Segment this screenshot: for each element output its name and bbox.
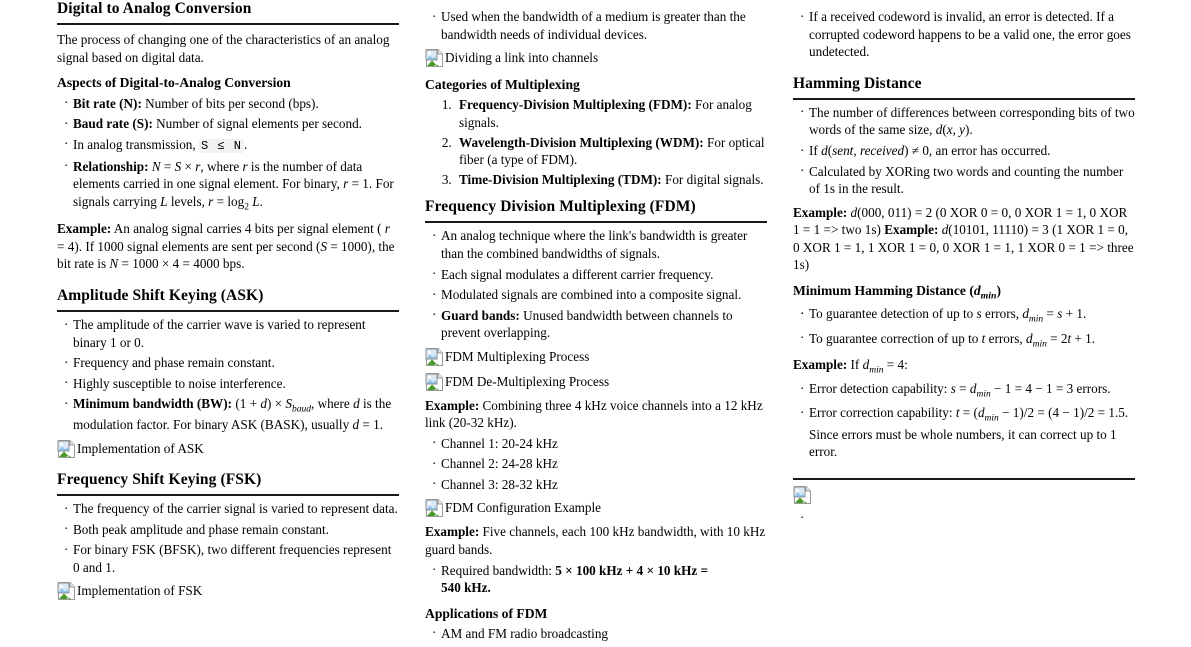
- image-alt-text: FDM Multiplexing Process: [445, 348, 590, 364]
- list-item: · If d(sent, received) ≠ 0, an error has occurred.: [800, 142, 1135, 160]
- section-heading-simple-parity-check: [793, 473, 1135, 480]
- subheading-categories-of-multiplexing: Categories of Multiplexing: [425, 77, 580, 93]
- section-heading-digital-to-analog-conversion: Digital to Analog Conversion: [57, 0, 399, 25]
- subheading-aspects-of-dac: Aspects of Digital-to-Analog Conversion: [57, 75, 291, 91]
- list-item: · Required bandwidth: 5 × 100 kHz + 4 × 10 kHz = 540 kHz.: [432, 562, 767, 597]
- list-item: · The frequency of the carrier signal is varied to represent data.: [64, 500, 399, 518]
- bullet-list-codeword-validity: [793, 8, 1135, 61]
- column-2: [425, 0, 767, 647]
- bullet-list-error-capabilities: [793, 380, 1135, 461]
- subheading-applications-of-fdm: Applications of FDM: [425, 605, 548, 621]
- bullet-list-hamming-distance: [793, 104, 1135, 198]
- list-item: · For binary FSK (BFSK), two different frequencies represent 0 and 1.: [64, 541, 399, 576]
- list-item: [455, 96, 767, 131]
- list-item: · Modulated signals are combined into a composite signal.: [432, 286, 767, 304]
- list-item: · The number of differences between corresponding bits of two words of the same size, d(x, y).: [800, 104, 1135, 139]
- image-alt-text: FDM Configuration Example: [445, 500, 602, 516]
- list-item-rest: For optical fiber (a type of FDM).: [459, 134, 765, 168]
- list-item: · Calculated by XORing two words and counting the number of 1s in the result.: [800, 163, 1135, 198]
- list-item: · Baud rate (S): Number of signal elements per second.: [64, 115, 399, 133]
- list-item: · Relationship: N = S × r, where r is the number of data elements carried in one signal element. For binary, r = 1. For signals carrying L levels, $r = \log_2 L$.: [64, 158, 399, 214]
- list-item: · Highly susceptible to noise interference.: [64, 375, 399, 393]
- list-item-rest: For digital signals.: [661, 171, 764, 187]
- list-item: · Minimum bandwidth (BW): $(1 + d) \times S_{baud}$, where d is the modulation factor. For binary ASK (BASK), usually d = 1.: [64, 395, 399, 434]
- column-3: [793, 0, 1135, 647]
- broken-image-icon: [425, 48, 445, 68]
- bullet-list-multiplexing-intro: [425, 8, 767, 43]
- section-heading-frequency-shift-keying: Frequency Shift Keying (FSK): [57, 471, 399, 496]
- image-placeholder-implementation-of-ask[interactable]: [57, 439, 399, 459]
- bullet-list-fdm: [425, 227, 767, 341]
- example-text: Combining three 4 kHz voice channels into a 12 kHz link (20-32 kHz).: [425, 397, 763, 431]
- list-item-lead: Guard bands:: [441, 307, 520, 323]
- list-item: · Used when the bandwidth of a medium is greater than the bandwidth needs of individual devices.: [432, 8, 767, 43]
- list-item: · Channel 1: 20-24 kHz: [432, 435, 767, 453]
- section-heading-hamming-distance: Hamming Distance: [793, 75, 1135, 100]
- list-item: · If a received codeword is invalid, an error is detected. If a corrupted codeword happens to be a valid one, the error goes undetected.: [800, 8, 1135, 61]
- numbered-list-multiplexing-categories: [425, 96, 767, 188]
- bullet-list-required-bandwidth: [425, 562, 767, 597]
- list-item: · The amplitude of the carrier wave is varied to represent binary 1 or 0.: [64, 316, 399, 351]
- paragraph-example-fdm-voice: [425, 397, 767, 432]
- list-item: · AM and FM radio broadcasting: [432, 625, 767, 643]
- list-item: · To guarantee correction of up to t errors, $d_{min} = 2t + 1$.: [800, 330, 1135, 351]
- image-alt-text: Dividing a link into channels: [445, 50, 599, 66]
- broken-image-icon: [57, 581, 77, 601]
- broken-image-icon: [57, 439, 77, 459]
- list-item: [432, 307, 767, 342]
- list-item: · Channel 3: 28-32 kHz: [432, 476, 767, 494]
- list-item: · Each signal modulates a different carrier frequency.: [432, 266, 767, 284]
- section-heading-amplitude-shift-keying: Amplitude Shift Keying (ASK): [57, 287, 399, 312]
- list-item: · Error correction capability: $t = (d_{min} - 1)/2 = (4 - 1)/2 = 1.5$. Since errors must be whole numbers, it can correct up to 1 error.: [800, 404, 1135, 460]
- image-alt-text: Implementation of FSK: [77, 583, 203, 599]
- list-item-rest: For analog signals.: [459, 97, 752, 130]
- image-alt-text: Implementation of ASK: [77, 441, 204, 457]
- image-placeholder-dividing-a-link-into-channels[interactable]: [425, 48, 767, 68]
- bullet-list-channels: [425, 435, 767, 494]
- image-placeholder-encoder-decoder-parity-check[interactable]: [793, 485, 1135, 505]
- broken-image-icon: [425, 347, 445, 367]
- list-item: · Both peak amplitude and phase remain constant.: [64, 521, 399, 539]
- list-item: · An analog technique where the link's bandwidth is greater than the combined bandwidths of signals.: [432, 227, 767, 262]
- bullet-list-fsk: [57, 500, 399, 576]
- paragraph-example-dac: Example: An analog signal carries 4 bits per signal element ( r = 4). If 1000 signal elements are sent per second (S = 1000), the bit rate is N = 1000 × 4 = 4000 bps.: [57, 221, 395, 272]
- image-alt-text: FDM De-Multiplexing Process: [445, 373, 610, 389]
- column-1: [57, 0, 399, 647]
- bullet-list-minimum-hamming-distance: [793, 305, 1135, 351]
- list-item: [455, 171, 767, 189]
- list-item: [455, 134, 767, 169]
- bullet-list-fdm-applications: [425, 625, 767, 643]
- list-item: · In analog transmission, S ≤ N .: [64, 136, 399, 155]
- list-item-lead: Wavelength-Division Multiplexing (WDM):: [459, 134, 704, 150]
- list-item: · To guarantee detection of up to s errors, $d_{min} = s + 1$.: [800, 305, 1135, 326]
- paragraph-example-hamming: Example: d(000, 011) = 2 (0 XOR 0 = 0, 0 XOR 1 = 1, 0 XOR 1 = 1 => two 1s) Example: d(10101, 11110) = 3 (1 XOR 1 = 0, 0 XOR 1 = 1, 1 XOR 1 = 0, 0 XOR 1 = 1, 1 XOR 0 = 1 => three 1s): [793, 204, 1134, 273]
- broken-image-icon: [793, 485, 813, 505]
- subheading-minimum-hamming-distance: Minimum Hamming Distance $(d_{min})$: [793, 282, 1001, 302]
- list-item-rest: Unused bandwidth between channels to prevent overlapping.: [441, 307, 733, 341]
- list-item: · Bit rate (N): Number of bits per second (bps).: [64, 95, 399, 113]
- bullet-list-aspects: [57, 95, 399, 214]
- list-item-lead: Frequency-Division Multiplexing (FDM):: [459, 97, 692, 113]
- list-item: · Error detection capability: $s = d_{min} - 1 = 4 - 1 = 3$ errors.: [800, 380, 1135, 401]
- broken-image-icon: [425, 372, 445, 392]
- image-placeholder-fdm-configuration-example[interactable]: [425, 498, 767, 518]
- image-placeholder-implementation-of-fsk[interactable]: [57, 581, 399, 601]
- code-inline-s-le-n: S ≤ N: [201, 138, 243, 153]
- section-heading-frequency-division-multiplexing: Frequency Division Multiplexing (FDM): [425, 198, 767, 223]
- image-placeholder-fdm-multiplexing-process[interactable]: [425, 347, 767, 367]
- paragraph-intro: The process of changing one of the characteristics of an analog signal based on digital data.: [57, 32, 390, 65]
- example-lead: Example:: [425, 397, 480, 413]
- list-item: · Frequency and phase remain constant.: [64, 354, 399, 372]
- image-placeholder-fdm-demultiplexing-process[interactable]: [425, 372, 767, 392]
- broken-image-icon: [425, 498, 445, 518]
- list-item-lead: Time-Division Multiplexing (TDM):: [459, 171, 662, 187]
- list-item: · Channel 2: 24-28 kHz: [432, 455, 767, 473]
- paragraph-example-fdm-five-channels: [425, 523, 767, 558]
- example-text: Five channels, each 100 kHz bandwidth, with 10 kHz guard bands.: [425, 524, 766, 557]
- bullet-list-ask: [57, 316, 399, 434]
- paragraph-example-dmin: Example: If $d_{min} = 4$:: [793, 356, 908, 376]
- example-lead: Example:: [425, 524, 480, 540]
